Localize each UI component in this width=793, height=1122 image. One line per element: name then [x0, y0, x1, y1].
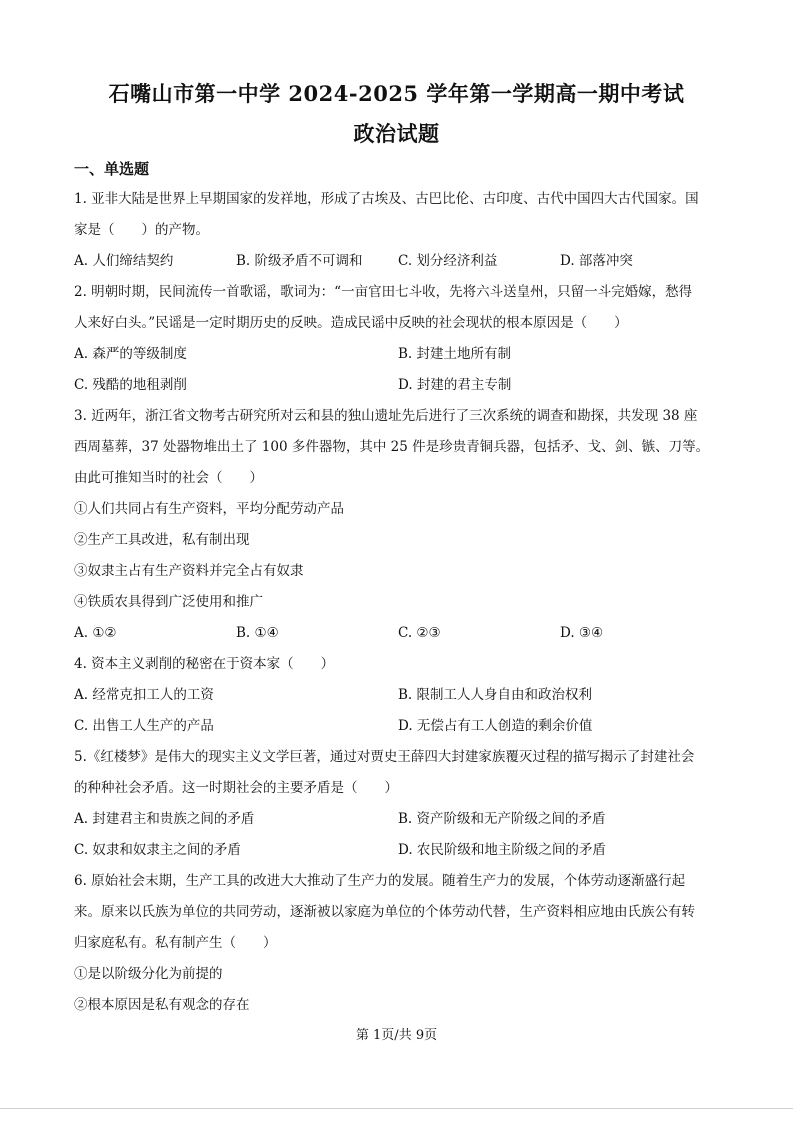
option-c: C. ②③ [398, 625, 441, 641]
option-c: C. 划分经济利益 [398, 253, 498, 269]
question-text: 来。原来以氏族为单位的共同劳动，逐渐被以家庭为单位的个体劳动代替，生产资料相应地由氏族公有转 [74, 904, 695, 920]
question-text: 1. 亚非大陆是世界上早期国家的发祥地，形成了古埃及、古巴比伦、古印度、古代中国四大古代国家。国 [74, 191, 699, 207]
option-d: D. ③④ [560, 625, 604, 641]
option-row [74, 804, 722, 835]
option-row [74, 618, 722, 649]
question-text: 归家庭私有。私有制产生（ ） [74, 935, 277, 951]
option-a: A. ①② [74, 625, 117, 641]
question-3 [74, 401, 722, 649]
question-4 [74, 649, 722, 742]
option-row [74, 370, 722, 401]
option-a: A. 森严的等级制度 [74, 346, 187, 362]
question-text: 6. 原始社会末期，生产工具的改进大大推动了生产力的发展。随着生产力的发展，个体劳动逐渐盛行起 [74, 873, 686, 889]
question-text: 的种种社会矛盾。这一时期社会的主要矛盾是（ ） [74, 780, 398, 796]
option-c: C. 奴隶和奴隶主之间的矛盾 [74, 842, 241, 858]
question-text: 由此可推知当时的社会（ ） [74, 470, 263, 486]
question-5 [74, 742, 722, 866]
question-text: 家是（ ）的产物。 [74, 222, 209, 238]
statement: ②根本原因是私有观念的存在 [74, 997, 250, 1013]
question-text: 4. 资本主义剥削的秘密在于资本家（ ） [74, 656, 335, 672]
exam-title: 石嘴山市第一中学 2024-2025 学年第一学期高一期中考试 [108, 81, 685, 106]
statement: ④铁质农具得到广泛使用和推广 [74, 594, 263, 610]
option-c: C. 残酷的地租剥削 [74, 377, 187, 393]
statement: ①人们共同占有生产资料，平均分配劳动产品 [74, 501, 344, 517]
question-list [74, 184, 722, 1021]
option-b: B. 封建土地所有制 [398, 346, 512, 362]
option-b: B. 资产阶级和无产阶级之间的矛盾 [398, 811, 606, 827]
question-2 [74, 277, 722, 401]
statement: ②生产工具改进，私有制出现 [74, 532, 250, 548]
question-text: 5.《红楼梦》是伟大的现实主义文学巨著，通过对贾史王薛四大封建家族覆灭过程的描写揭示了封建社会 [74, 749, 695, 765]
section-heading: 一、单选题 [74, 160, 150, 178]
option-d: D. 农民阶级和地主阶级之间的矛盾 [398, 842, 606, 858]
option-row [74, 680, 722, 711]
bottom-divider [0, 1108, 793, 1109]
question-6 [74, 866, 722, 1021]
option-d: D. 部落冲突 [560, 253, 633, 269]
statement: ①是以阶级分化为前提的 [74, 966, 223, 982]
option-a: A. 封建君主和贵族之间的矛盾 [74, 811, 255, 827]
option-row [74, 339, 722, 370]
option-d: D. 封建的君主专制 [398, 377, 512, 393]
question-text: 3. 近两年，浙江省文物考古研究所对云和县的独山遗址先后进行了三次系统的调查和勘探，共发现 38 座 [74, 408, 698, 424]
question-1 [74, 184, 722, 277]
option-b: B. 限制工人人身自由和政治权利 [398, 687, 593, 703]
exam-subtitle: 政治试题 [353, 121, 440, 146]
option-a: A. 经常克扣工人的工资 [74, 687, 214, 703]
question-text: 2. 明朝时期，民间流传一首歌谣，歌词为：“一亩官田七斗收，先将六斗送皇州，只留一斗完婚嫁，愁得 [74, 284, 693, 300]
option-c: C. 出售工人生产的产品 [74, 718, 214, 734]
option-row [74, 835, 722, 866]
option-row [74, 246, 722, 277]
statement: ③奴隶主占有生产资料并完全占有奴隶 [74, 563, 304, 579]
question-text: 人来好白头。”民谣是一定时期历史的反映。造成民谣中反映的社会现状的根本原因是（ ） [74, 315, 628, 331]
option-b: B. ①④ [236, 625, 279, 641]
option-row [74, 711, 722, 742]
option-b: B. 阶级矛盾不可调和 [236, 253, 363, 269]
option-a: A. 人们缔结契约 [74, 253, 174, 269]
option-d: D. 无偿占有工人创造的剩余价值 [398, 718, 593, 734]
page-number: 第 1页/共 9页 [355, 1028, 438, 1043]
question-text: 西周墓葬，37 处器物堆出土了 100 多件器物，其中 25 件是珍贵青铜兵器，包括矛、戈、剑、镞、刀等。 [74, 439, 710, 455]
